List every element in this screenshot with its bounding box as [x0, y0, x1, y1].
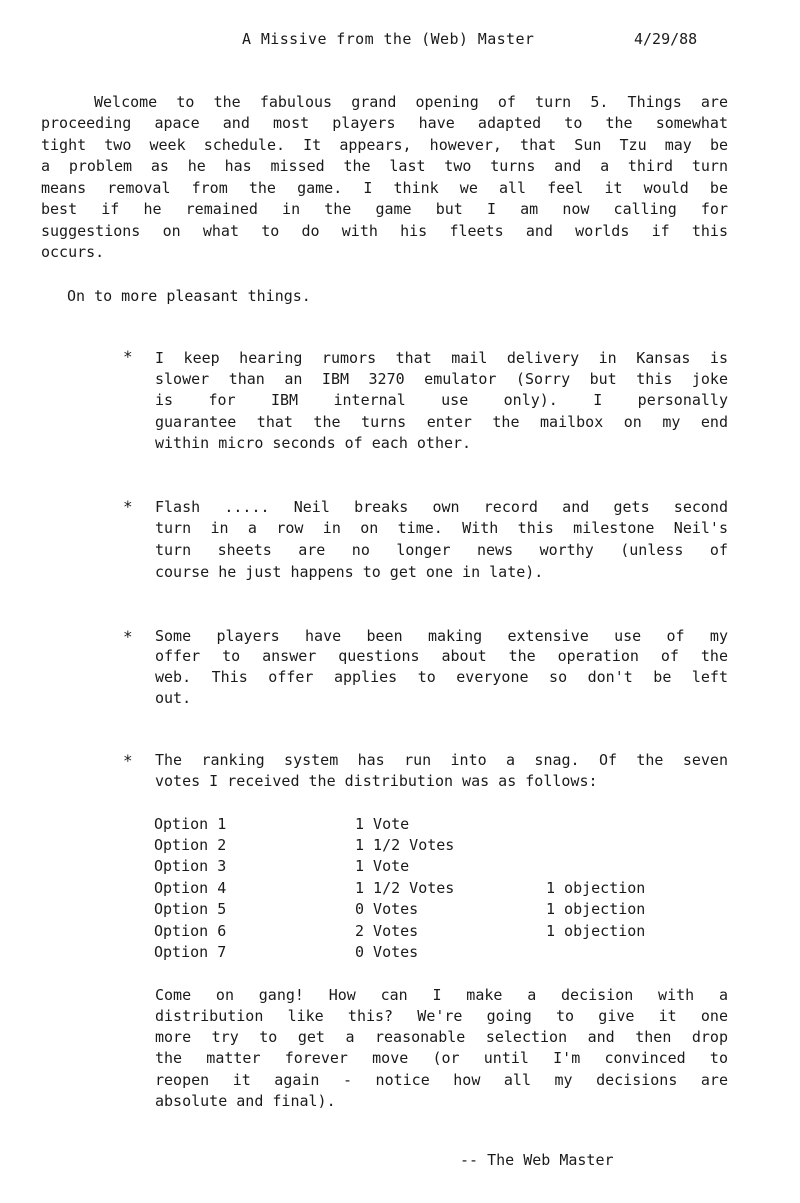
bullet-marker: *	[123, 497, 133, 516]
bullet-line: I keep hearing rumors that mail delivery in Kansas is	[155, 349, 728, 367]
table-row	[154, 879, 714, 900]
bullet-line: slower than an IBM 3270 emulator (Sorry but this joke	[155, 370, 728, 388]
bullet-marker: *	[123, 627, 133, 646]
bullet-line: offer to answer questions about the operation of the	[155, 647, 728, 665]
option-cell: Option 5	[154, 900, 227, 918]
paragraph-line: more try to get a reasonable selection and then drop	[155, 1028, 728, 1046]
objection-cell: 1 objection	[546, 879, 646, 897]
bullet-marker: *	[123, 751, 133, 770]
bullet-line: out.	[155, 689, 192, 707]
bullet-line: turn in a row in on time. With this milestone Neil's	[155, 519, 728, 537]
document-date: 4/29/88	[634, 30, 698, 48]
votes-cell: 0 Votes	[355, 943, 419, 961]
paragraph-line: the matter forever move (or until I'm convinced to	[155, 1049, 728, 1067]
option-cell: Option 4	[154, 879, 227, 897]
votes-cell: 0 Votes	[355, 900, 419, 918]
table-row	[154, 943, 714, 964]
votes-cell: 1 1/2 Votes	[355, 836, 455, 854]
bullet-line: is for IBM internal use only). I personally	[155, 391, 728, 409]
bullet-line: votes I received the distribution was as follows:	[155, 772, 598, 790]
bullet-line: Some players have been making extensive use of my	[155, 627, 728, 645]
objection-cell: 1 objection	[546, 900, 646, 918]
bullet-line: course he just happens to get one in late).	[155, 563, 544, 581]
table-row	[154, 900, 714, 921]
paragraph-line: distribution like this? We're going to give it one	[155, 1007, 728, 1025]
option-cell: Option 1	[154, 815, 227, 833]
paragraph-line: tight two week schedule. It appears, however, that Sun Tzu may be	[41, 136, 728, 154]
votes-cell: 1 1/2 Votes	[355, 879, 455, 897]
table-row	[154, 836, 714, 857]
transition-line: On to more pleasant things.	[67, 287, 311, 305]
paragraph-line: Welcome to the fabulous grand opening of turn 5. Things are	[94, 93, 728, 111]
bullet-line: within micro seconds of each other.	[155, 434, 472, 452]
paragraph-line: proceeding apace and most players have adapted to the somewhat	[41, 114, 728, 132]
bullet-line: turn sheets are no longer news worthy (unless of	[155, 541, 728, 559]
bullet-line: The ranking system has run into a snag. Of the seven	[155, 751, 728, 769]
paragraph-line: reopen it again - notice how all my decisions are	[155, 1071, 728, 1089]
paragraph-line: occurs.	[41, 243, 105, 261]
votes-cell: 1 Vote	[355, 857, 410, 875]
paragraph-line: Come on gang! How can I make a decision with a	[155, 986, 728, 1004]
table-row	[154, 922, 714, 943]
document-title: A Missive from the (Web) Master	[242, 30, 535, 48]
signature: -- The Web Master	[460, 1151, 614, 1169]
paragraph-line: suggestions on what to do with his fleets and worlds if this	[41, 222, 728, 240]
option-cell: Option 6	[154, 922, 227, 940]
objection-cell: 1 objection	[546, 922, 646, 940]
option-cell: Option 7	[154, 943, 227, 961]
bullet-line: guarantee that the turns enter the mailbox on my end	[155, 413, 728, 431]
votes-cell: 1 Vote	[355, 815, 410, 833]
bullet-line: Flash ..... Neil breaks own record and gets second	[155, 498, 728, 516]
paragraph-line: means removal from the game. I think we all feel it would be	[41, 179, 728, 197]
bullet-line: web. This offer applies to everyone so don't be left	[155, 668, 728, 686]
option-cell: Option 3	[154, 857, 227, 875]
bullet-marker: *	[123, 347, 133, 366]
option-cell: Option 2	[154, 836, 227, 854]
table-row	[154, 857, 714, 878]
paragraph-line: a problem as he has missed the last two turns and a third turn	[41, 157, 728, 175]
paragraph-line: best if he remained in the game but I am now calling for	[41, 200, 728, 218]
table-row	[154, 815, 714, 836]
votes-cell: 2 Votes	[355, 922, 419, 940]
paragraph-line: absolute and final).	[155, 1092, 336, 1110]
